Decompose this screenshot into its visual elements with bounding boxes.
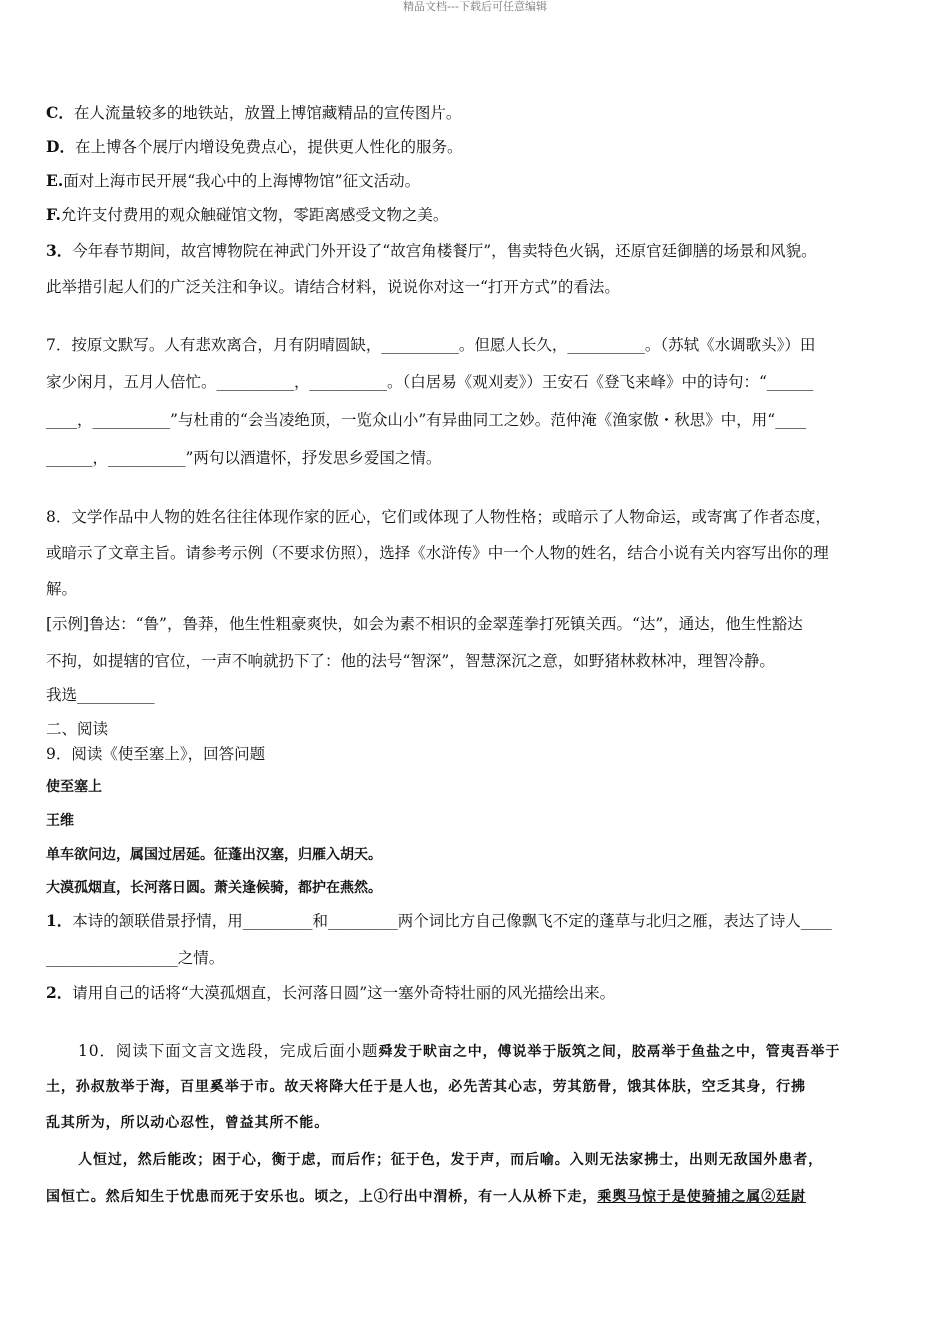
question-9: 9．阅读《使至塞上》，回答问题 (46, 745, 266, 763)
question-3-label: 3． (46, 241, 73, 260)
subquestion-1-label: 1． (46, 911, 73, 930)
subquestion-2-text: 请用自己的话将“大漠孤烟直，长河落日圆”这一塞外奇特壮丽的风光描绘出来。 (72, 984, 616, 1002)
question-7-line-3: ____，__________”与杜甫的“会当凌绝顶，一览众山小”有异曲同工之妙。范仲淹《渔家傲・秋思》中，用“____ (46, 411, 807, 429)
question-3-text: 今年春节期间，故宫博物院在神武门外开设了“故宫角楼餐厅”，售卖特色火锅，还原官廷御膳的场景和风貌。 (72, 242, 817, 260)
option-d-label: D． (46, 137, 75, 156)
question-10-line-3: 乱其所为，所以动心忍性，曾益其所不能。 (46, 1115, 330, 1131)
question-7-line-2: 家少闲月，五月人倍忙。__________，__________。（白居易《观刈麦》）王安石《登飞来峰》中的诗句：“______ (46, 373, 814, 391)
section-2-heading: 二、阅读 (46, 720, 109, 738)
option-d-text: 在上博各个展厅内增设免费点心，提供更人性化的服务。 (74, 138, 463, 156)
question-7-line-1: 7．按原文默写。人有悲欢离合，月有阴晴圆缺，__________。但愿人长久，__________。（苏轼《水调歌头》）田 (46, 336, 816, 354)
question-10-passage-start: 舜发于畎亩之中，傅说举于版筑之间，胶鬲举于鱼盐之中，管夷吾举于 (378, 1044, 841, 1060)
question-7-line-4: ______，__________”两句以酒遣怀，抒发思乡爱国之情。 (46, 449, 442, 467)
option-e (46, 171, 420, 191)
question-10-line-1 (78, 1041, 840, 1062)
subquestion-1-text: 本诗的颔联借景抒情，用_________和_________两个词比方自己像飘飞不定的蓬草与北归之雁，表达了诗人____ (72, 912, 832, 930)
option-f-text: 允许支付费用的观众触碰馆文物，零距离感受文物之美。 (60, 206, 449, 224)
option-f (46, 205, 448, 225)
poem-line-1: 单车欲问边，属国过居延。征蓬出汉塞，归雁入胡天。 (46, 847, 382, 863)
option-e-label: E. (46, 171, 64, 190)
option-e-text: 面对上海市民开展“我心中的上海博物馆”征文活动。 (63, 172, 421, 190)
question-8-line-2: 或暗示了文章主旨。请参考示例（不要求仿照），选择《水浒传》中一个人物的姓名，结合小说有关内容写出你的理 (46, 544, 829, 562)
question-10-line-5-text: 国恒亡。然后知生于忧患而死于安乐也。顷之，上①行出中渭桥，有一人从桥下走， (46, 1189, 598, 1205)
subquestion-2 (46, 983, 615, 1003)
option-c-label: C． (46, 103, 74, 122)
option-c (46, 103, 461, 123)
question-10-line-5 (46, 1187, 806, 1207)
option-f-label: F. (46, 205, 61, 224)
question-3-line-2: 此举措引起人们的广泛关注和争议。请结合材料，说说你对这一“打开方式”的看法。 (46, 278, 620, 296)
page-header: 精品文档---下载后可任意编辑 (403, 0, 547, 13)
question-8-line-1: 8．文学作品中人物的姓名往往体现作家的匠心，它们或体现了人物性格；或暗示了人物命运，或寄寓了作者态度， (46, 508, 831, 526)
question-8-example-1: [示例]鲁达：“鲁”，鲁莽，他生性粗豪爽快，如会为素不相识的金翠莲拳打死镇关西。“达”，通达，他生性豁达 (46, 615, 803, 633)
question-8-example-2: 不拘，如提辖的官位，一声不响就扔下了：他的法号“智深”，智慧深沉之意，如野猪林救林冲，理智冷静。 (46, 652, 775, 670)
subquestion-1-line-1 (46, 911, 832, 931)
option-d (46, 137, 462, 157)
poem-line-2: 大漠孤烟直，长河落日圆。萧关逢候骑，都护在燕然。 (46, 880, 382, 896)
question-10-line-4: 人恒过，然后能改；困于心，衡于虑，而后作；征于色，发于声，而后喻。入则无法家拂士，出则无敌国外患者， (78, 1152, 823, 1168)
question-8-line-3: 解。 (46, 580, 78, 598)
question-10-underlined-sentence: 乘舆马惊于是使骑捕之属②廷尉 (597, 1189, 806, 1205)
question-3-line-1 (46, 241, 817, 261)
poem-author: 王维 (46, 813, 74, 829)
question-10-line-2: 土，孙叔敖举于海，百里奚举于市。故天将降大任于是人也，必先苦其心志，劳其筋骨，饿其体肤，空乏其身，行拂 (46, 1079, 806, 1095)
question-10-intro: 10．阅读下面文言文选段，完成后面小题 (78, 1042, 379, 1060)
subquestion-2-label: 2． (46, 983, 73, 1002)
subquestion-1-line-2: _________________之情。 (46, 949, 225, 967)
poem-title: 使至塞上 (46, 779, 102, 795)
option-c-text: 在人流量较多的地铁站，放置上博馆藏精品的宣传图片。 (73, 104, 462, 122)
question-8-answer-blank: 我选__________ (46, 686, 155, 704)
